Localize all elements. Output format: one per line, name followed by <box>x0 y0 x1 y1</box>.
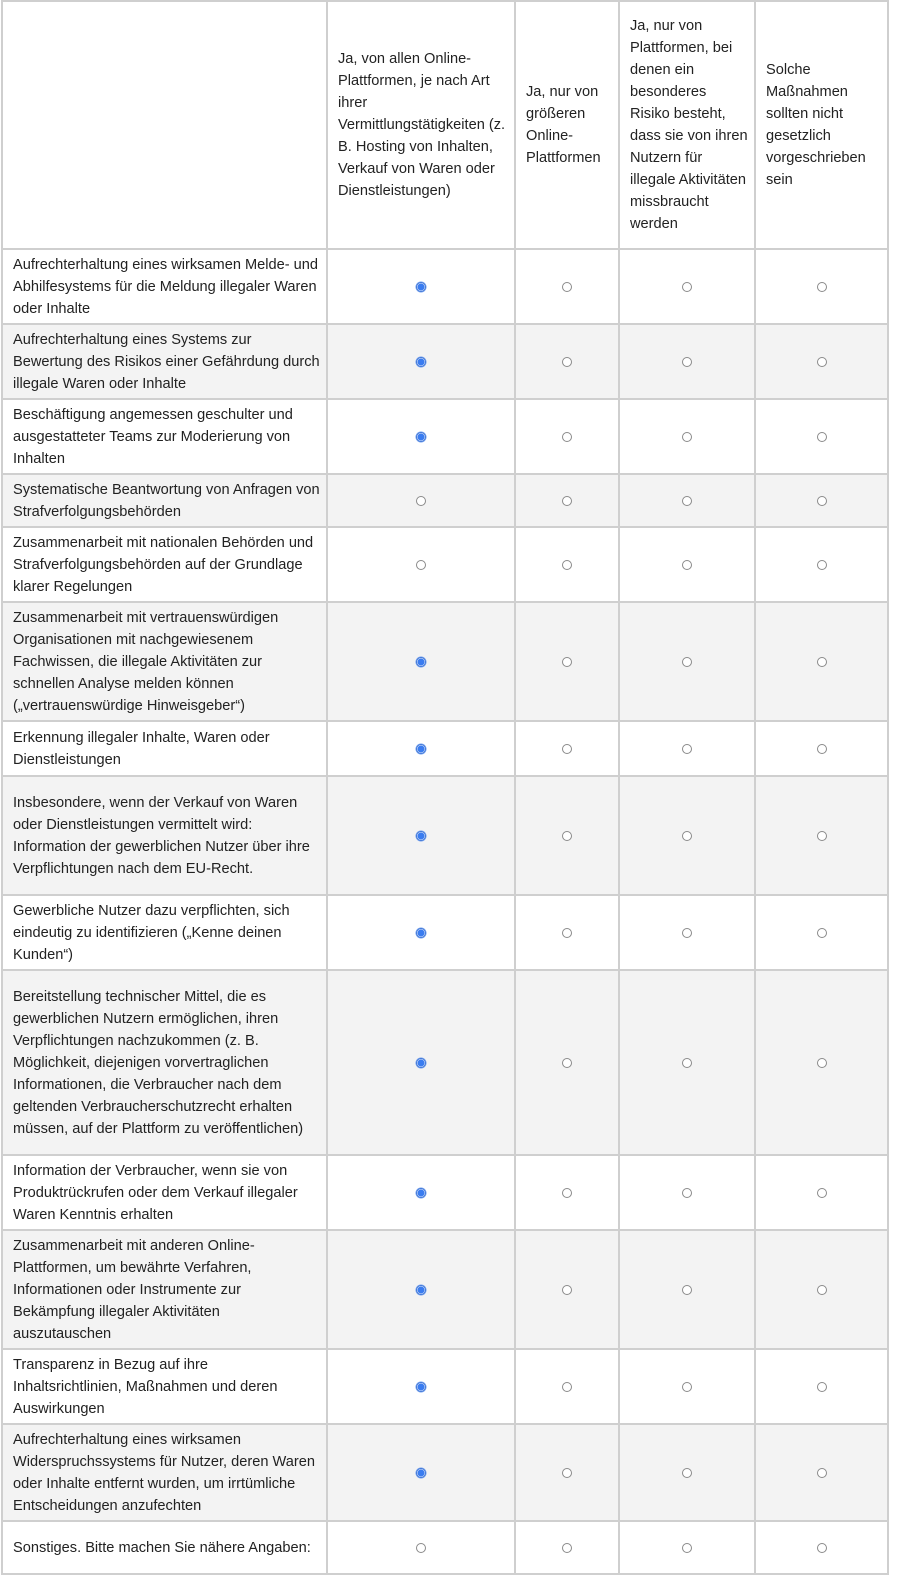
radio-button-groessere[interactable] <box>562 560 572 570</box>
radio-button-risiko[interactable] <box>682 1543 692 1553</box>
table-row <box>2 399 888 474</box>
column-header-groessere: Ja, nur von größeren Online-Plattformen <box>515 1 619 249</box>
table-row <box>2 970 888 1155</box>
table-row <box>2 1155 888 1230</box>
radio-button-keine[interactable] <box>817 357 827 367</box>
radio-button-alle[interactable] <box>416 560 426 570</box>
radio-button-risiko[interactable] <box>682 657 692 667</box>
radio-button-alle[interactable] <box>416 282 426 292</box>
row-label: Gewerbliche Nutzer dazu verpflichten, sich eindeutig zu identifizieren („Kenne deinen Kunden“) <box>2 895 327 970</box>
table-row <box>2 721 888 776</box>
row-label: Aufrechterhaltung eines wirksamen Widerspruchssystems für Nutzer, deren Waren oder Inhalte entfernt wurden, um irrtümliche Entscheidungen anzufechten <box>2 1424 327 1521</box>
radio-button-groessere[interactable] <box>562 432 572 442</box>
column-header-keine: Solche Maßnahmen sollten nicht gesetzlich vorgeschrieben sein <box>755 1 888 249</box>
radio-button-groessere[interactable] <box>562 657 572 667</box>
radio-button-keine[interactable] <box>817 928 827 938</box>
row-label: Zusammenarbeit mit anderen Online-Plattformen, um bewährte Verfahren, Informationen oder Instrumente zur Bekämpfung illegaler Aktivitäten auszutauschen <box>2 1230 327 1349</box>
radio-button-keine[interactable] <box>817 1188 827 1198</box>
radio-button-groessere[interactable] <box>562 744 572 754</box>
radio-button-groessere[interactable] <box>562 1382 572 1392</box>
radio-button-groessere[interactable] <box>562 831 572 841</box>
radio-button-risiko[interactable] <box>682 1058 692 1068</box>
radio-button-groessere[interactable] <box>562 928 572 938</box>
column-header-risiko: Ja, nur von Plattformen, bei denen ein besonderes Risiko besteht, dass sie von ihren Nutzern für illegale Aktivitäten missbraucht werden <box>619 1 755 249</box>
row-label: Sonstiges. Bitte machen Sie nähere Angaben: <box>2 1521 327 1574</box>
row-label: Zusammenarbeit mit vertrauenswürdigen Organisationen mit nachgewiesenem Fachwissen, die illegale Aktivitäten zur schnellen Analyse melden können („vertrauenswürdige Hinweisgeber“) <box>2 602 327 721</box>
radio-button-alle[interactable] <box>416 1285 426 1295</box>
table-row <box>2 895 888 970</box>
radio-button-alle[interactable] <box>416 1188 426 1198</box>
table-row <box>2 602 888 721</box>
table-row <box>2 1521 888 1574</box>
table-row <box>2 1230 888 1349</box>
radio-button-keine[interactable] <box>817 657 827 667</box>
table-row <box>2 527 888 602</box>
radio-button-keine[interactable] <box>817 744 827 754</box>
radio-button-alle[interactable] <box>416 1058 426 1068</box>
row-label: Information der Verbraucher, wenn sie von Produktrückrufen oder dem Verkauf illegaler Waren Kenntnis erhalten <box>2 1155 327 1230</box>
radio-button-keine[interactable] <box>817 1285 827 1295</box>
radio-button-alle[interactable] <box>416 744 426 754</box>
row-label: Transparenz in Bezug auf ihre Inhaltsrichtlinien, Maßnahmen und deren Auswirkungen <box>2 1349 327 1424</box>
radio-button-groessere[interactable] <box>562 1188 572 1198</box>
radio-button-groessere[interactable] <box>562 1285 572 1295</box>
radio-button-groessere[interactable] <box>562 357 572 367</box>
radio-button-groessere[interactable] <box>562 1468 572 1478</box>
radio-button-keine[interactable] <box>817 1543 827 1553</box>
radio-button-risiko[interactable] <box>682 496 692 506</box>
header-row <box>2 1 888 249</box>
row-label: Systematische Beantwortung von Anfragen von Strafverfolgungsbehörden <box>2 474 327 527</box>
table-row <box>2 776 888 895</box>
radio-button-alle[interactable] <box>416 657 426 667</box>
radio-button-risiko[interactable] <box>682 432 692 442</box>
radio-button-risiko[interactable] <box>682 1188 692 1198</box>
row-label: Bereitstellung technischer Mittel, die es gewerblichen Nutzern ermöglichen, ihren Verpflichtungen nachzukommen (z. B. Möglichkeit, diejenigen vorvertraglichen Informationen, die Verbraucher nach dem geltenden Verbraucherschutzrecht erhalten müssen, auf der Plattform zu veröffentlichen) <box>2 970 327 1155</box>
row-label: Beschäftigung angemessen geschulter und ausgestatteter Teams zur Moderierung von Inhalten <box>2 399 327 474</box>
radio-button-risiko[interactable] <box>682 282 692 292</box>
row-label: Aufrechterhaltung eines Systems zur Bewertung des Risikos einer Gefährdung durch illegale Waren oder Inhalte <box>2 324 327 399</box>
table-row <box>2 474 888 527</box>
radio-button-keine[interactable] <box>817 1058 827 1068</box>
radio-button-risiko[interactable] <box>682 1468 692 1478</box>
column-header-alle: Ja, von allen Online-Plattformen, je nach Art ihrer Vermittlungstätigkeiten (z. B. Hosting von Inhalten, Verkauf von Waren oder Dienstleistungen) <box>327 1 515 249</box>
radio-button-risiko[interactable] <box>682 1382 692 1392</box>
radio-button-groessere[interactable] <box>562 1058 572 1068</box>
radio-button-alle[interactable] <box>416 1382 426 1392</box>
radio-button-alle[interactable] <box>416 831 426 841</box>
table-row <box>2 1349 888 1424</box>
radio-button-alle[interactable] <box>416 357 426 367</box>
radio-button-risiko[interactable] <box>682 744 692 754</box>
row-label: Aufrechterhaltung eines wirksamen Melde- und Abhilfesystems für die Meldung illegaler Waren oder Inhalte <box>2 249 327 324</box>
table-row <box>2 324 888 399</box>
radio-button-alle[interactable] <box>416 928 426 938</box>
radio-button-alle[interactable] <box>416 1468 426 1478</box>
radio-button-risiko[interactable] <box>682 831 692 841</box>
row-label: Erkennung illegaler Inhalte, Waren oder Dienstleistungen <box>2 721 327 776</box>
radio-button-alle[interactable] <box>416 432 426 442</box>
radio-button-keine[interactable] <box>817 560 827 570</box>
row-label: Zusammenarbeit mit nationalen Behörden und Strafverfolgungsbehörden auf der Grundlage klarer Regelungen <box>2 527 327 602</box>
radio-button-risiko[interactable] <box>682 357 692 367</box>
radio-button-groessere[interactable] <box>562 282 572 292</box>
header-corner-cell <box>2 1 327 249</box>
measures-matrix-table <box>1 0 889 1575</box>
radio-button-keine[interactable] <box>817 1382 827 1392</box>
radio-button-risiko[interactable] <box>682 560 692 570</box>
radio-button-risiko[interactable] <box>682 1285 692 1295</box>
radio-button-alle[interactable] <box>416 496 426 506</box>
radio-button-keine[interactable] <box>817 1468 827 1478</box>
radio-button-keine[interactable] <box>817 831 827 841</box>
radio-button-keine[interactable] <box>817 432 827 442</box>
row-label: Insbesondere, wenn der Verkauf von Waren oder Dienstleistungen vermittelt wird: Information der gewerblichen Nutzer über ihre Verpflichtungen nach dem EU-Recht. <box>2 776 327 895</box>
radio-button-groessere[interactable] <box>562 1543 572 1553</box>
table-row <box>2 1424 888 1521</box>
radio-button-keine[interactable] <box>817 496 827 506</box>
radio-button-alle[interactable] <box>416 1543 426 1553</box>
table-row <box>2 249 888 324</box>
radio-button-keine[interactable] <box>817 282 827 292</box>
radio-button-groessere[interactable] <box>562 496 572 506</box>
radio-button-risiko[interactable] <box>682 928 692 938</box>
matrix-body <box>2 249 888 1574</box>
